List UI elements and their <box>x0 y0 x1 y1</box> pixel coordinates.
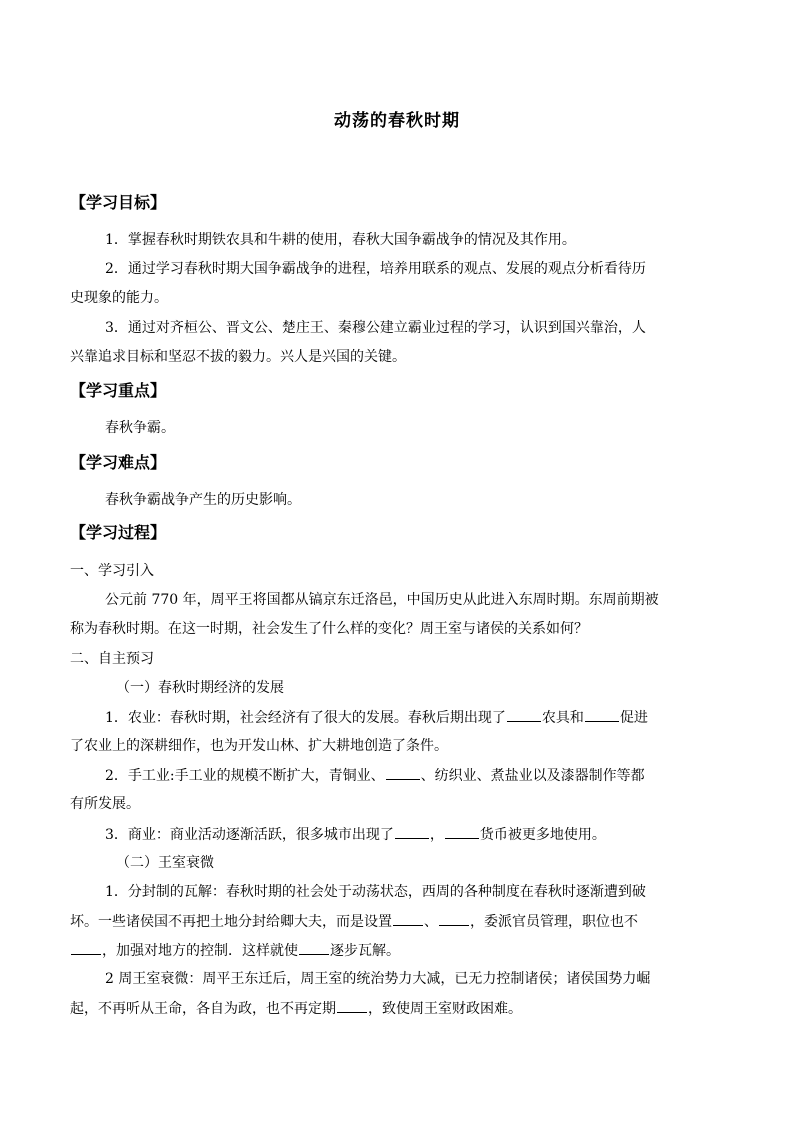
fill-blank[interactable] <box>299 940 329 955</box>
handicraft-line-1: 2．手工业:手工业的规模不断扩大，青铜业、 、纺织业、煮盐业以及漆器制作等都 <box>105 765 645 786</box>
goal-2-line-1: 2．通过学习春秋时期大国争霸战争的进程，培养用联系的观点、发展的观点分析看待历 <box>105 261 646 277</box>
fill-blank[interactable] <box>386 765 420 780</box>
handicraft-line-2: 有所发展。 <box>70 796 140 812</box>
fill-blank[interactable] <box>445 824 479 839</box>
subsection-royal-decline: （二）王室衰微 <box>116 855 214 871</box>
fengjian-line-1: 1．分封制的瓦解：春秋时期的社会处于动荡状态，西周的各种制度在春秋时逐渐遭到破 <box>105 884 646 900</box>
difficulty-text: 春秋争霸战争产生的历史影响。 <box>105 492 301 508</box>
fengjian-line-3: ，加强对地方的控制．这样就使 逐步瓦解。 <box>70 940 400 961</box>
section-heading-process: 【学习过程】 <box>70 523 167 542</box>
section-heading-goals: 【学习目标】 <box>70 193 167 212</box>
part-1-heading: 一、学习引入 <box>70 563 154 579</box>
agriculture-line-2: 了农业上的深耕细作，也为开发山林、扩大耕地创造了条件。 <box>70 738 448 754</box>
fill-blank[interactable] <box>337 998 367 1013</box>
goal-3-line-2: 兴靠追求目标和坚忍不拔的毅力。兴人是兴国的关键。 <box>70 349 406 365</box>
fengjian-line-2: 坏。一些诸侯国不再把土地分封给卿大夫，而是设置 、 ，委派官员管理，职位也不 <box>70 911 638 932</box>
commerce-line: 3．商业：商业活动逐渐活跃，很多城市出现了 ， 货币被更多地使用。 <box>105 824 606 845</box>
focus-text: 春秋争霸。 <box>105 420 175 436</box>
goal-1: 1．掌握春秋时期铁农具和牛耕的使用，春秋大国争霸战争的情况及其作用。 <box>105 232 576 248</box>
section-heading-difficulty: 【学习难点】 <box>70 453 167 472</box>
zhou-decline-line-1: 2 周王室衰微：周平王东迁后，周王室的统治势力大减，已无力控制诸侯；诸侯国势力崛 <box>105 971 651 987</box>
fill-blank[interactable] <box>507 707 541 722</box>
zhou-decline-line-2: 起，不再听从王命，各自为政，也不再定期 ，致使周王室财政困难。 <box>70 998 522 1019</box>
part-2-heading: 二、自主预习 <box>70 651 154 667</box>
goal-2-line-2: 史现象的能力。 <box>70 290 168 306</box>
fill-blank[interactable] <box>395 824 429 839</box>
intro-line-2: 称为春秋时期。在这一时期，社会发生了什么样的变化？周王室与诸侯的关系如何？ <box>70 621 588 637</box>
page-title: 动荡的春秋时期 <box>334 111 460 131</box>
fill-blank[interactable] <box>71 940 101 955</box>
subsection-economy: （一）春秋时期经济的发展 <box>116 680 284 696</box>
goal-3-line-1: 3．通过对齐桓公、晋文公、楚庄王、秦穆公建立霸业过程的学习，认识到国兴靠治，人 <box>105 320 646 336</box>
fill-blank[interactable] <box>439 911 469 926</box>
fill-blank[interactable] <box>585 707 619 722</box>
intro-line-1: 公元前 770 年，周平王将国都从镐京东迁洛邑，中国历史从此进入东周时期。东周前期被 <box>105 592 659 608</box>
agriculture-line-1: 1．农业：春秋时期，社会经济有了很大的发展。春秋后期出现了 农具和 促进 <box>105 707 648 728</box>
fill-blank[interactable] <box>393 911 423 926</box>
section-heading-focus: 【学习重点】 <box>70 381 167 400</box>
